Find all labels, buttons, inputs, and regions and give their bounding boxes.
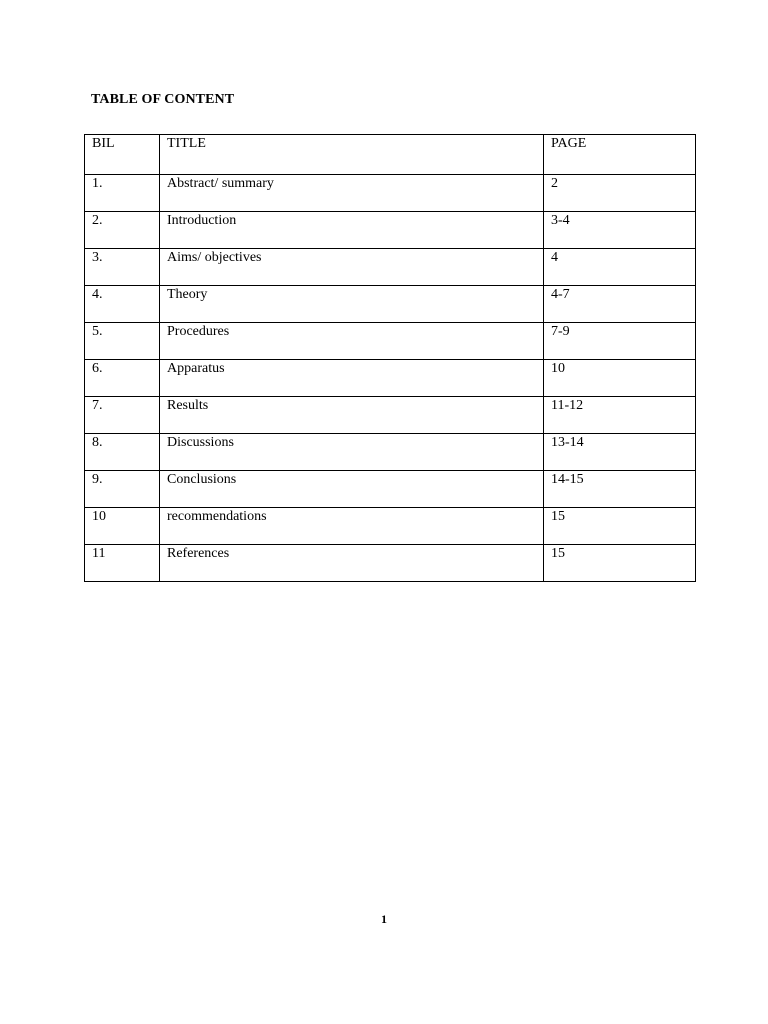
cell-page: 4-7 — [544, 286, 696, 323]
table-row — [85, 360, 696, 397]
cell-title: Introduction — [160, 212, 544, 249]
cell-page: 7-9 — [544, 323, 696, 360]
table-header-row — [85, 135, 696, 175]
table-of-contents — [84, 134, 696, 582]
cell-title: Discussions — [160, 434, 544, 471]
table-row — [85, 508, 696, 545]
cell-bil: 4. — [85, 286, 160, 323]
cell-bil: 3. — [85, 249, 160, 286]
cell-title: Conclusions — [160, 471, 544, 508]
header-page: PAGE — [544, 135, 696, 175]
page-number: 1 — [381, 912, 387, 926]
document-heading: TABLE OF CONTENT — [91, 92, 235, 107]
cell-page: 13-14 — [544, 434, 696, 471]
table-row — [85, 397, 696, 434]
table-row — [85, 545, 696, 582]
cell-title: Procedures — [160, 323, 544, 360]
cell-bil: 9. — [85, 471, 160, 508]
cell-page: 15 — [544, 508, 696, 545]
cell-title: Abstract/ summary — [160, 175, 544, 212]
cell-title: Aims/ objectives — [160, 249, 544, 286]
cell-bil: 2. — [85, 212, 160, 249]
cell-title: Results — [160, 397, 544, 434]
cell-title: recommendations — [160, 508, 544, 545]
cell-page: 11-12 — [544, 397, 696, 434]
cell-bil: 1. — [85, 175, 160, 212]
cell-bil: 8. — [85, 434, 160, 471]
cell-bil: 5. — [85, 323, 160, 360]
cell-title: Apparatus — [160, 360, 544, 397]
cell-title: References — [160, 545, 544, 582]
table-row — [85, 175, 696, 212]
cell-page: 3-4 — [544, 212, 696, 249]
cell-page: 14-15 — [544, 471, 696, 508]
cell-page: 15 — [544, 545, 696, 582]
table-row — [85, 286, 696, 323]
cell-bil: 6. — [85, 360, 160, 397]
cell-bil: 7. — [85, 397, 160, 434]
cell-title: Theory — [160, 286, 544, 323]
cell-bil: 10 — [85, 508, 160, 545]
header-title: TITLE — [160, 135, 544, 175]
cell-bil: 11 — [85, 545, 160, 582]
cell-page: 10 — [544, 360, 696, 397]
cell-page: 2 — [544, 175, 696, 212]
cell-page: 4 — [544, 249, 696, 286]
header-bil: BIL — [85, 135, 160, 175]
table-row — [85, 249, 696, 286]
table-row — [85, 434, 696, 471]
table-row — [85, 323, 696, 360]
table-row — [85, 471, 696, 508]
table-row — [85, 212, 696, 249]
